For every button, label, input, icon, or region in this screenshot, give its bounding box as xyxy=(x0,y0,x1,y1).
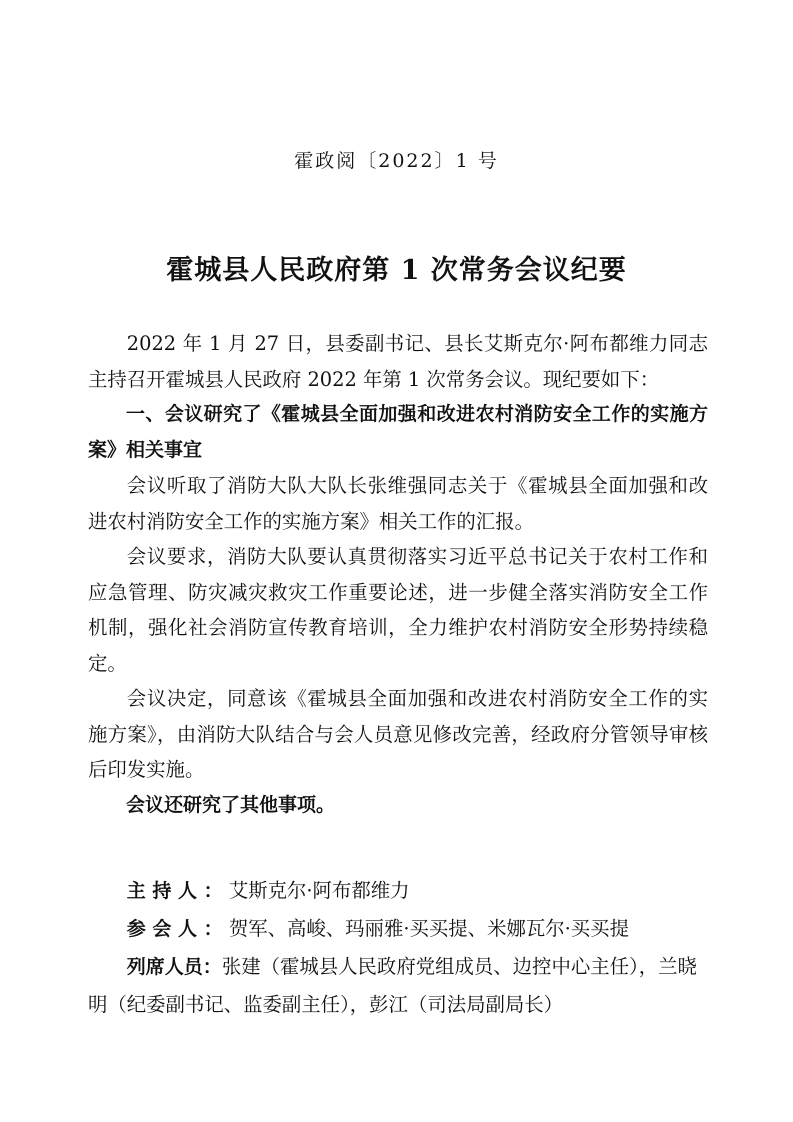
host-value: 艾斯克尔·阿布都维力 xyxy=(228,879,410,902)
body-paragraph: 会议听取了消防大队大队长张维强同志关于《霍城县全面加强和改进农村消防安全工作的实施方案》相关工作的汇报。 xyxy=(88,474,708,533)
observers-row xyxy=(88,948,708,1024)
attendees-block xyxy=(88,872,708,1024)
participants-label: 参 会 人 ： xyxy=(126,918,223,940)
document-body xyxy=(88,326,708,823)
intro-paragraph: 2022 年 1 月 27 日，县委副书记、县长艾斯克尔·阿布都维力同志主持召开霍城县人民政府 2022 年第 1 次常务会议。现纪要如下： xyxy=(88,332,708,391)
observers-value: 张建（霍城县人民政府党组成员、边控中心主任），兰晓明（纪委副书记、监委副主任），彭江（司法局副局长） xyxy=(88,955,697,1016)
host-row xyxy=(88,872,708,910)
document-title: 霍城县人民政府第 1 次常务会议纪要 xyxy=(166,255,627,286)
host-label: 主 持 人 ： xyxy=(126,880,223,902)
document-number: 霍政阅〔2022〕1 号 xyxy=(294,150,499,172)
body-paragraph: 会议决定，同意该《霍城县全面加强和改进农村消防安全工作的实施方案》，由消防大队结合与会人员意见修改完善，经政府分管领导审核后印发实施。 xyxy=(88,687,708,781)
other-matters-paragraph: 会议还研究了其他事项。 xyxy=(126,793,336,816)
participants-row xyxy=(88,910,708,948)
participants-value: 贺军、高峻、玛丽雅·买买提、米娜瓦尔·买买提 xyxy=(228,917,629,940)
body-paragraph: 会议要求，消防大队要认真贯彻落实习近平总书记关于农村工作和应急管理、防灾减灾救灾工作重要论述，进一步健全落实消防安全工作机制，强化社会消防宣传教育培训，全力维护农村消防安全形势持续稳定。 xyxy=(88,545,708,675)
observers-label: 列席人员： xyxy=(126,956,222,978)
section-heading: 一、会议研究了《霍城县全面加强和改进农村消防安全工作的实施方案》相关事宜 xyxy=(88,403,708,461)
